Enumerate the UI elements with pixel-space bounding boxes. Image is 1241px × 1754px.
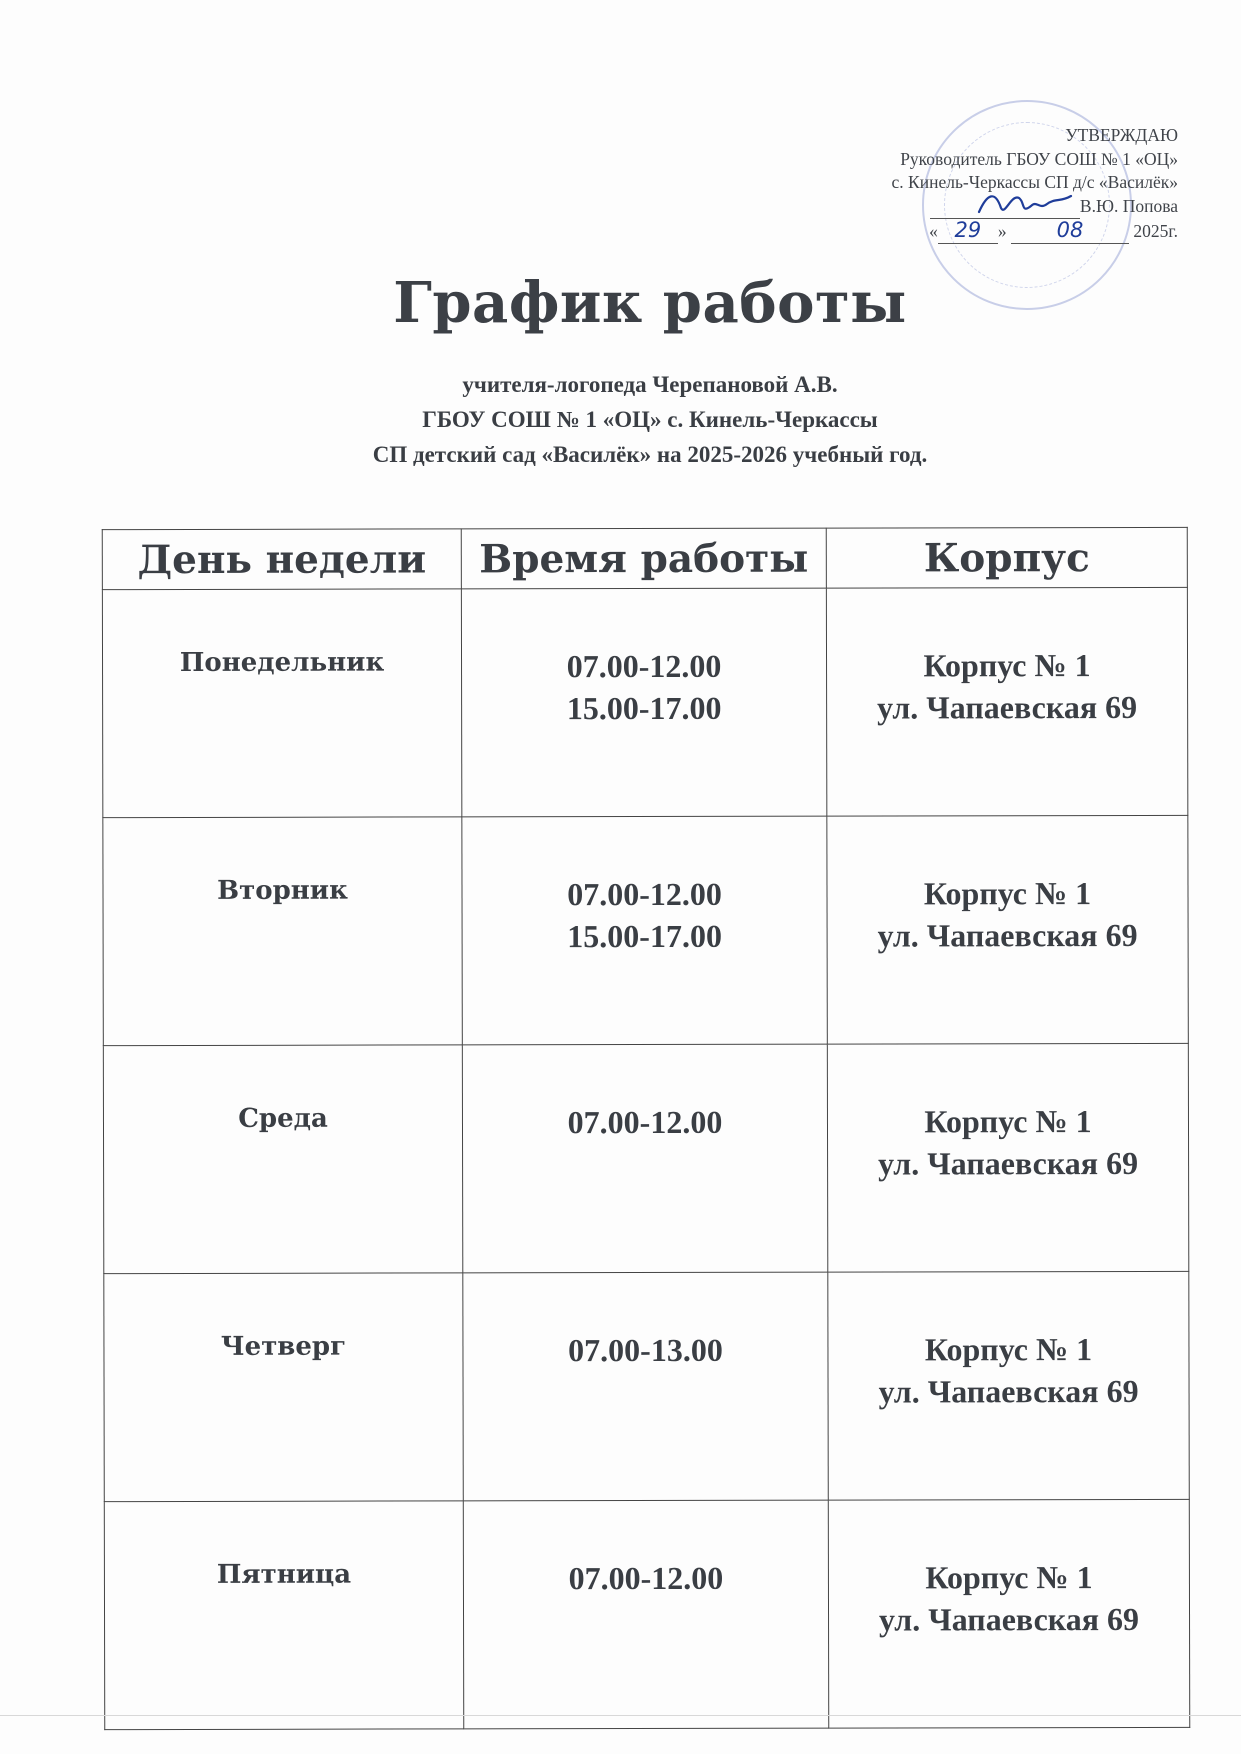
table-row bbox=[104, 1271, 1189, 1501]
header-time: Время работы bbox=[461, 528, 826, 589]
scan-edge-line bbox=[0, 1715, 1241, 1716]
subtitle-line: ГБОУ СОШ № 1 «ОЦ» с. Кинель-Черкассы bbox=[422, 407, 878, 432]
date-day: 29 bbox=[938, 219, 998, 244]
table-row bbox=[103, 1043, 1188, 1273]
subtitle bbox=[0, 367, 1241, 472]
time-cell: 07.00-12.00 bbox=[462, 1044, 827, 1273]
building-cell: Корпус № 1 ул. Чапаевская 69 bbox=[828, 1499, 1189, 1728]
handwritten-signature bbox=[975, 186, 1075, 220]
subtitle-line: учителя-логопеда Черепановой А.В. bbox=[462, 372, 838, 397]
approval-date: « 29 » 08 2025г. bbox=[929, 218, 1178, 242]
approval-position: Руководитель ГБОУ СОШ № 1 «ОЦ» bbox=[900, 148, 1178, 169]
building-cell: Корпус № 1 ул. Чапаевская 69 bbox=[828, 1271, 1189, 1500]
header-day: День недели bbox=[102, 529, 461, 590]
time-cell: 07.00-12.00 bbox=[463, 1500, 828, 1729]
table-header-row bbox=[102, 527, 1187, 589]
approval-block bbox=[892, 124, 1178, 244]
page-title: График работы bbox=[393, 270, 907, 336]
approval-signer: В.Ю. Попова bbox=[1079, 195, 1178, 216]
header-building: Корпус bbox=[826, 527, 1187, 588]
approval-institution: с. Кинель-Черкассы СП д/с «Василёк» bbox=[891, 172, 1178, 192]
date-month: 08 bbox=[1011, 219, 1129, 244]
table-row bbox=[102, 587, 1187, 817]
day-cell: Среда bbox=[103, 1045, 462, 1274]
building-cell: Корпус № 1 ул. Чапаевская 69 bbox=[827, 815, 1188, 1044]
table-row bbox=[104, 1499, 1189, 1729]
time-cell: 07.00-12.00 15.00-17.00 bbox=[461, 588, 826, 817]
table-row bbox=[103, 815, 1188, 1045]
day-cell: Пятница bbox=[104, 1501, 463, 1730]
day-cell: Вторник bbox=[103, 817, 462, 1046]
subtitle-line: СП детский сад «Василёк» на 2025-2026 учебный год. bbox=[372, 442, 928, 467]
day-cell: Понедельник bbox=[102, 589, 461, 818]
approval-title: УТВЕРЖДАЮ bbox=[1065, 125, 1178, 145]
day-cell: Четверг bbox=[104, 1273, 463, 1502]
time-cell: 07.00-13.00 bbox=[463, 1272, 828, 1501]
schedule-table bbox=[102, 527, 1191, 1730]
time-cell: 07.00-12.00 15.00-17.00 bbox=[462, 816, 827, 1045]
date-year: 2025г. bbox=[1133, 221, 1178, 241]
building-cell: Корпус № 1 ул. Чапаевская 69 bbox=[827, 1043, 1188, 1272]
building-cell: Корпус № 1 ул. Чапаевская 69 bbox=[826, 587, 1187, 816]
